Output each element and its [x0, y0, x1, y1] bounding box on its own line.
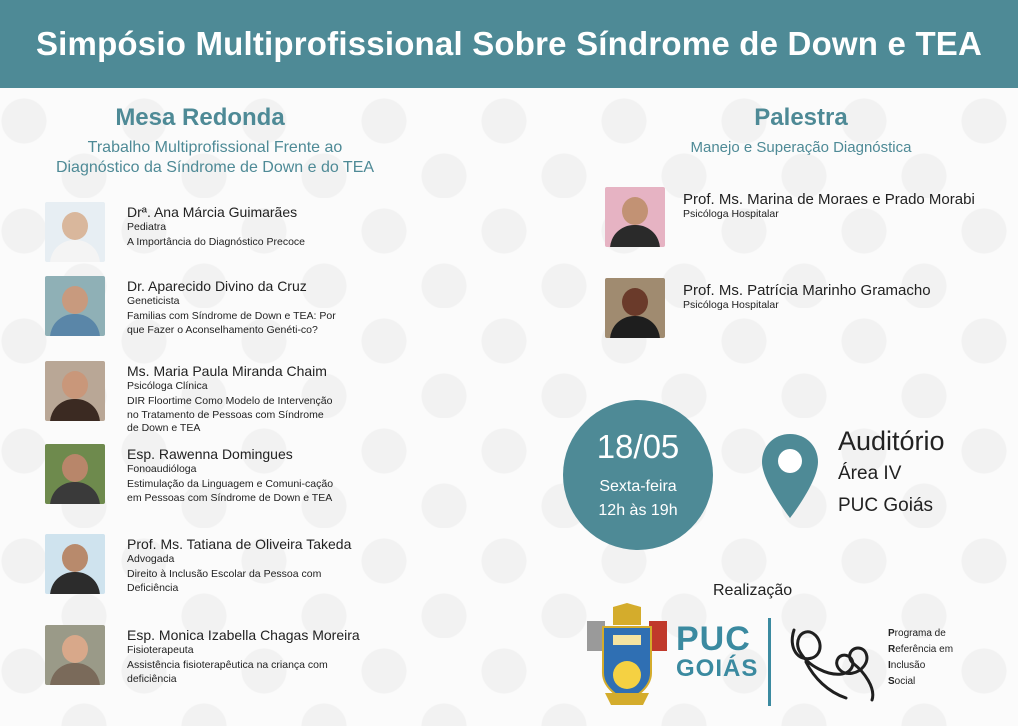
speaker-card	[45, 361, 337, 436]
speaker-name: Dr. Aparecido Divino da Cruz	[127, 278, 307, 294]
speaker-role: Advogada	[127, 553, 175, 565]
speaker-name: Prof. Ms. Marina de Moraes e Prado Morabi	[683, 191, 975, 208]
palestra-section	[560, 104, 1018, 158]
speaker-photo	[45, 534, 105, 594]
mesa-redonda-title: Mesa Redonda	[115, 104, 285, 131]
prisl-line-2: eferência em	[895, 644, 954, 655]
prisl-initial-r: R	[888, 644, 896, 655]
prisl-text	[888, 626, 953, 690]
speaker-role: Geneticista	[127, 295, 180, 307]
prisl-line-3: nclusão	[890, 660, 926, 671]
prisl-initial-p: P	[888, 628, 895, 639]
speaker-talk: DIR Floortime Como Modelo de Intervenção no Tratamento de Pessoas com Síndrome de Down e TEA	[127, 395, 333, 434]
prisl-initial-s: S	[888, 676, 895, 687]
speaker-name: Prof. Ms. Tatiana de Oliveira Takeda	[127, 536, 352, 552]
event-hours: 12h às 19h	[598, 502, 678, 519]
puc-goias-logo	[676, 622, 758, 682]
speaker-photo	[45, 444, 105, 504]
speaker-name: Esp. Rawenna Domingues	[127, 446, 293, 462]
date-badge	[563, 400, 713, 550]
speaker-talk: A Importância do Diagnóstico Precoce	[127, 236, 306, 248]
speaker-card	[45, 534, 351, 595]
speaker-talk: Familias com Síndrome de Down e TEA: Por que Fazer o Aconselhamento Genéti-co?	[127, 310, 336, 336]
location-place: Auditório	[838, 426, 945, 456]
speaker-role: Psicóloga Hospitalar	[683, 208, 779, 220]
speaker-card	[45, 444, 337, 505]
location-pin-icon	[760, 432, 820, 525]
prisl-line-4: ocial	[894, 676, 916, 687]
page-title: Simpósio Multiprofissional Sobre Síndrome de Down e TEA	[35, 25, 983, 62]
logo-divider	[768, 618, 771, 706]
speaker-talk: Direito à Inclusão Escolar da Pessoa com Deficiência	[127, 568, 322, 594]
speaker-talk: Estimulação da Linguagem e Comuni-cação em Pessoas com Síndrome de Down e TEA	[127, 478, 334, 504]
speaker-photo	[605, 187, 665, 247]
speaker-role: Fonoaudióloga	[127, 463, 197, 475]
speaker-photo	[45, 361, 105, 421]
puc-crest-logo	[583, 603, 671, 712]
palestra-speaker-card	[605, 187, 975, 247]
subtitle-line-1: Trabalho Multiprofissional Frente ao	[87, 139, 343, 156]
speaker-photo	[45, 625, 105, 685]
speaker-photo	[45, 202, 105, 262]
speaker-talk: Assistência fisioterapêutica na criança com deficiência	[127, 659, 328, 685]
speaker-card	[45, 202, 337, 262]
location-institution: PUC Goiás	[838, 495, 934, 516]
palestra-speaker-card	[605, 278, 931, 338]
mesa-redonda-subtitle	[30, 138, 400, 178]
speaker-role: Fisioterapeuta	[127, 644, 194, 656]
prisl-logo	[784, 618, 884, 707]
puc-logo-line2: GOIÁS	[676, 655, 759, 682]
palestra-subtitle: Manejo e Superação Diagnóstica	[690, 139, 912, 156]
speaker-name: Ms. Maria Paula Miranda Chaim	[127, 363, 327, 379]
event-location	[838, 426, 945, 517]
realizacao-label: Realização	[713, 582, 793, 599]
prisl-initial-i: I	[888, 660, 891, 671]
header-banner	[0, 0, 1018, 88]
speaker-card	[45, 276, 337, 337]
speaker-card	[45, 625, 360, 686]
speaker-name: Esp. Monica Izabella Chagas Moreira	[127, 627, 360, 643]
speaker-name: Drª. Ana Márcia Guimarães	[127, 204, 298, 220]
palestra-title: Palestra	[754, 104, 848, 131]
speaker-role: Psicóloga Clínica	[127, 380, 208, 392]
event-weekday: Sexta-feira	[599, 478, 677, 495]
event-date: 18/05	[596, 428, 680, 465]
puc-logo-line1: PUC	[676, 620, 751, 658]
speaker-name: Prof. Ms. Patrícia Marinho Gramacho	[683, 282, 931, 299]
subtitle-line-2: Diagnóstico da Síndrome de Down e do TEA	[55, 159, 375, 176]
prisl-line-1: rograma de	[894, 628, 946, 639]
speaker-photo	[605, 278, 665, 338]
speaker-role: Psicóloga Hospitalar	[683, 299, 779, 311]
location-area: Área IV	[838, 463, 902, 484]
mesa-redonda-section	[30, 104, 500, 178]
speaker-role: Pediatra	[127, 221, 167, 233]
speaker-photo	[45, 276, 105, 336]
